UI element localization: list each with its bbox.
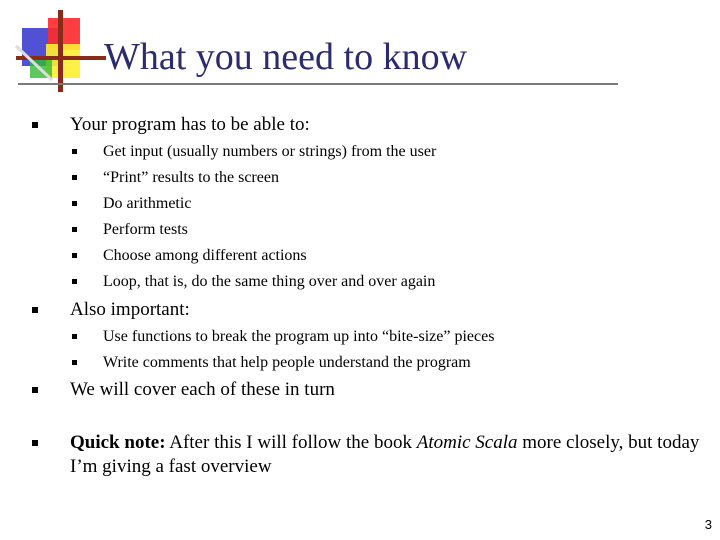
book-title: Atomic Scala [416,432,518,453]
sub-bullet-print [103,167,279,189]
quick-note-text-before: After this I will follow the book [165,432,417,453]
sub-bullet-text: Use functions to break the program up into “bite-size” pieces [103,328,495,345]
sub-bullet-loop [103,271,435,293]
sub-bullet-marker [72,253,77,258]
sub-bullet-text: Get input (usually numbers or strings) from the user [103,143,437,160]
sub-bullet-marker [72,201,77,206]
bullet-cover-each [70,378,335,402]
bullet-marker [32,307,38,313]
sub-bullet-text: Write comments that help people understand the program [103,354,471,371]
sub-bullet-text: Choose among different actions [103,247,307,264]
bullet-text: We will cover each of these in turn [70,379,335,400]
bullet-also-important [70,298,190,322]
sub-bullet-marker [72,360,77,365]
bullet-marker [32,387,38,393]
sub-bullet-marker [72,334,77,339]
sub-bullet-text: “Print” results to the screen [103,169,279,186]
sub-bullet-get-input [103,141,436,163]
sub-bullet-arithmetic [103,193,191,215]
sub-bullet-comments [103,352,471,374]
bullet-marker [32,440,38,446]
sub-bullet-marker [72,149,77,154]
slide-title: What you need to know [104,36,468,78]
sub-bullet-marker [72,227,77,232]
quick-note-label: Quick note: [70,432,166,453]
bullet-text: Your program has to be able to: [70,114,310,135]
sub-bullet-text: Do arithmetic [103,195,192,212]
bullet-text: Also important: [70,299,190,320]
sub-bullet-text: Perform tests [103,221,188,238]
sub-bullet-choose [103,245,307,267]
sub-bullet-text: Loop, that is, do the same thing over and over again [103,273,436,290]
bullet-quick-note [70,431,710,479]
bullet-program-abilities [70,113,310,137]
sub-bullet-tests [103,219,188,241]
bullet-marker [32,122,38,128]
page-number: 3 [704,517,712,532]
sub-bullet-functions [103,326,494,348]
sub-bullet-marker [72,279,77,284]
quick-note-text-after: more closely, but today I’m giving a fast overview [70,432,700,477]
sub-bullet-marker [72,175,77,180]
